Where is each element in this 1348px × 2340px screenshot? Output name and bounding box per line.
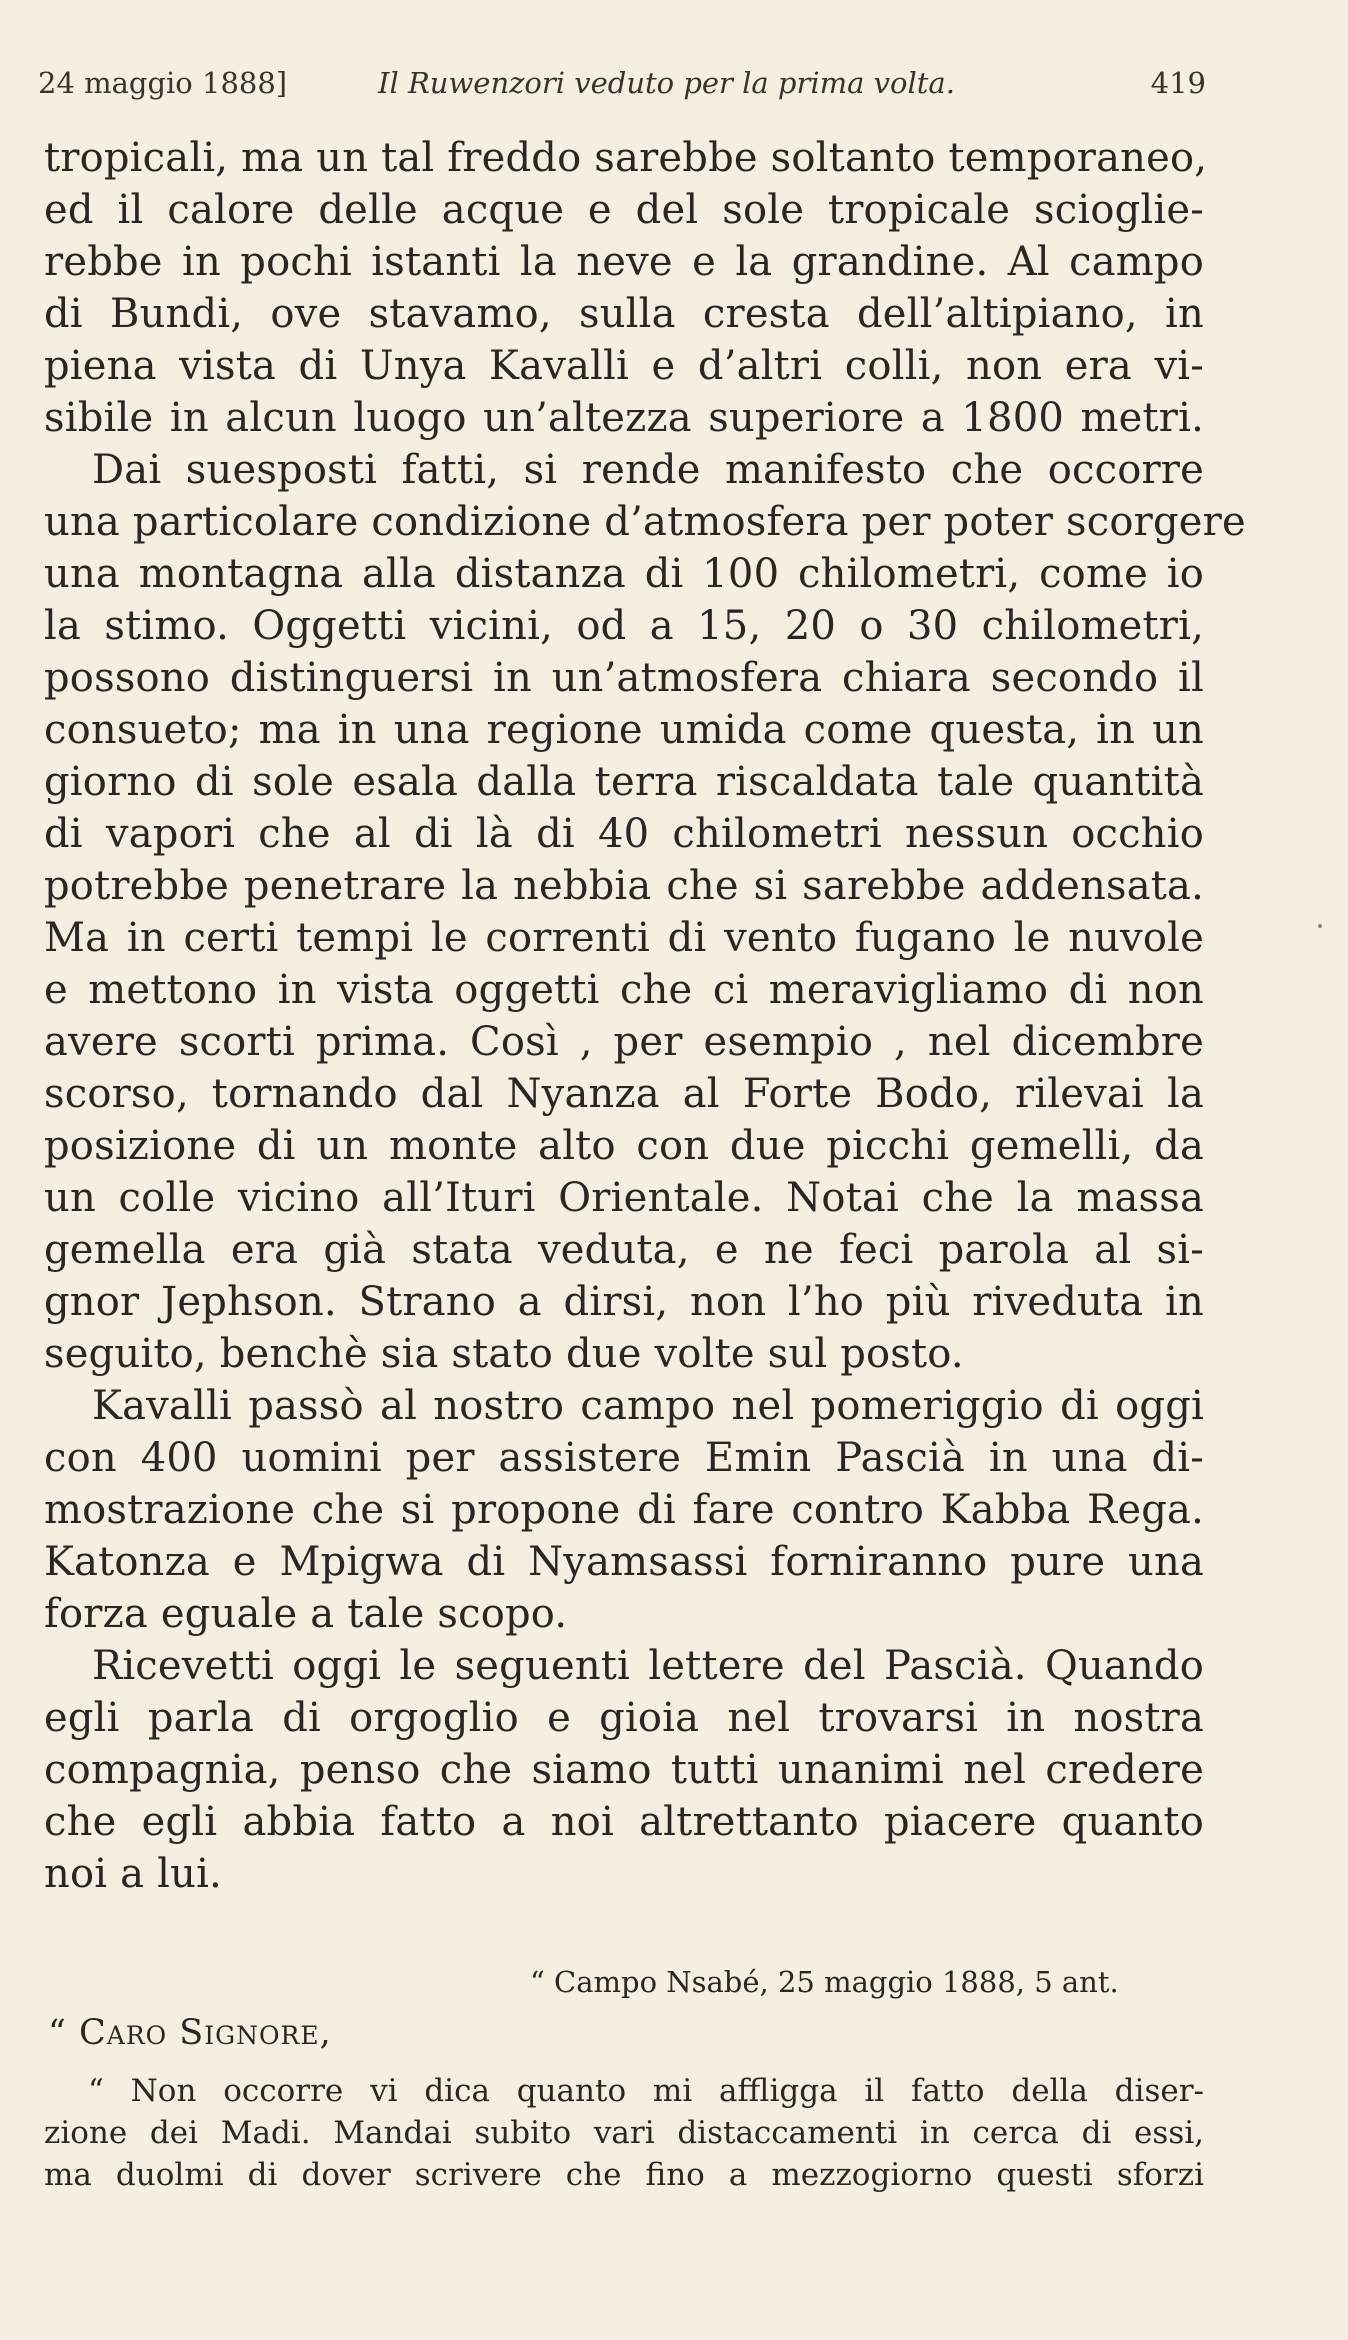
body-line: gemella era già stata veduta, e ne feci parola al si- [44, 1227, 1204, 1273]
body-line: scorso, tornando dal Nyanza al Forte Bodo, rilevai la [44, 1071, 1204, 1117]
body-line: Katonza e Mpigwa di Nyamsassi forniranno pure una [44, 1539, 1204, 1585]
body-line: una particolare condizione d’atmosfera per poter scorgere [44, 499, 1246, 545]
body-line: che egli abbia fatto a noi altrettanto piacere quanto [44, 1799, 1204, 1845]
header-title: Il Ruwenzori veduto per la prima volta. [378, 66, 955, 100]
page-number: 419 [1150, 66, 1206, 100]
body-line: una montagna alla distanza di 100 chilometri, come io [44, 551, 1204, 597]
body-line: e mettono in vista oggetti che ci meravigliamo di non [44, 967, 1204, 1013]
paragraph-last-line: seguito, benchè sia stato due volte sul posto. [44, 1331, 964, 1377]
body-line: rebbe in pochi istanti la neve e la grandine. Al campo [44, 239, 1204, 285]
paragraph-first-line: Kavalli passò al nostro campo nel pomeriggio di oggi [92, 1383, 1204, 1429]
body-line: un colle vicino all’Ituri Orientale. Notai che la massa [44, 1175, 1204, 1221]
body-line: la stimo. Oggetti vicini, od a 15, 20 o 30 chilometri, [44, 603, 1204, 649]
body-line: ed il calore delle acque e del sole tropicale sciogliе- [44, 187, 1204, 233]
body-line: egli parla di orgoglio e gioia nel trovarsi in nostra [44, 1695, 1204, 1741]
header-date: 24 maggio 1888] [38, 66, 288, 100]
body-line: compagnia, penso che siamo tutti unanimi nel credere [44, 1747, 1204, 1793]
body-line: gnor Jephson. Strano a dirsi, non l’ho più riveduta in [44, 1279, 1204, 1325]
running-header [38, 58, 1206, 108]
body-line: possono distinguersi in un’atmosfera chiara secondo il [44, 655, 1204, 701]
body-line: sibile in alcun luogo un’altezza superiore a 1800 metri. [44, 395, 1204, 441]
paragraph-last-line: forza eguale a tale scopo. [44, 1591, 568, 1637]
letter-dateline: “ Campo Nsabé, 25 maggio 1888, 5 ant. [530, 1965, 1119, 1999]
body-line: mostrazione che si propone di fare contro Kabba Rega. [44, 1487, 1204, 1533]
body-line: posizione di un monte alto con due picchi gemelli, da [44, 1123, 1204, 1169]
body-line: consueto; ma in una regione umida come questa, in un [44, 707, 1204, 753]
body-line: di Bundi, ove stavamo, sulla cresta dell’altipiano, in [44, 291, 1204, 337]
letter-line: ma duolmi di dover scrivere che fino a mezzogiorno questi sforzi [44, 2157, 1204, 2193]
body-line: piena vista di Unya Kavalli e d’altri colli, non era vi- [44, 343, 1204, 389]
paper-speck [1318, 924, 1322, 928]
body-line: potrebbe penetrare la nebbia che si sarebbe addensata. [44, 863, 1204, 909]
letter-line: “ Non occorre vi dica quanto mi affligga il fatto della diser- [88, 2073, 1204, 2109]
paragraph-last-line: noi a lui. [44, 1851, 222, 1897]
paragraph-first-line: Ricevetti oggi le seguenti lettere del Pascià. Quando [92, 1643, 1204, 1689]
body-line: di vapori che al di là di 40 chilometri nessun occhio [44, 811, 1204, 857]
letter-salutation: “ Caro Signore, [48, 2013, 332, 2053]
body-line: giorno di sole esala dalla terra riscaldata tale quantità [44, 759, 1204, 805]
paragraph-first-line: Dai suesposti fatti, si rende manifesto che occorre [92, 447, 1204, 493]
body-line: tropicali, ma un tal freddo sarebbe soltanto temporaneo, [44, 135, 1208, 181]
body-line: con 400 uomini per assistere Emin Pascià in una di- [44, 1435, 1204, 1481]
body-line: avere scorti prima. Così , per esempio , nel dicembre [44, 1019, 1204, 1065]
letter-line: zione dei Madi. Mandai subito vari distaccamenti in cerca di essi, [44, 2115, 1204, 2151]
body-line: Ma in certi tempi le correnti di vento fugano le nuvole [44, 915, 1204, 961]
